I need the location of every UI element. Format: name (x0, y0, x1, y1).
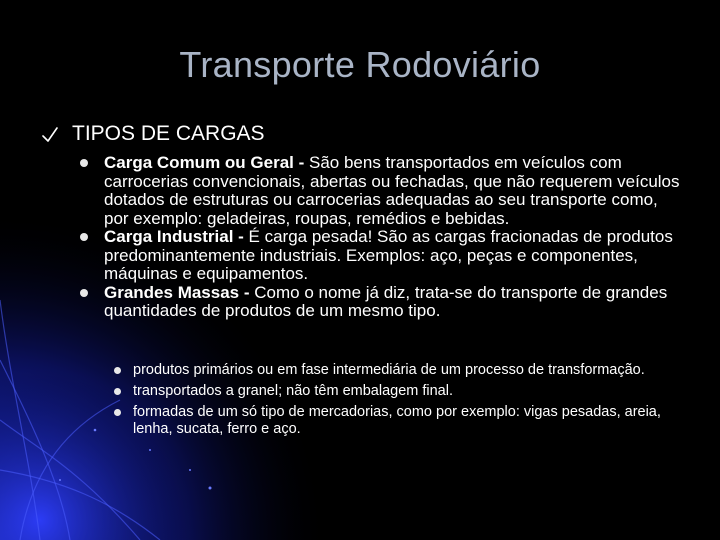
item-text: São bens transportados em veículos com carrocerias convencionais, abertas ou fechadas, que não requerem veículos dotados de estruturas ou carrocerias adequadas ao seu transporte como, por exemplo: geladeiras, roupas, remédios e bebidas. (104, 153, 680, 228)
item-text: Como o nome já diz, trata-se do transporte de grandes quantidades de produtos de um mesmo tipo. (104, 282, 668, 320)
bulk-cargo-sublist (133, 362, 693, 442)
cargo-types-list (104, 154, 684, 321)
sub-list-item (133, 383, 693, 400)
section-heading: TIPOS DE CARGAS (72, 122, 265, 145)
bullet-icon (114, 367, 121, 374)
bullet-icon (80, 159, 88, 167)
sub-list-item (133, 362, 693, 379)
sub-item-text: transportados a granel; não têm embalagem final. (133, 383, 453, 399)
item-label: Carga Industrial - (104, 227, 249, 246)
bullet-icon (80, 233, 88, 241)
list-item (104, 284, 684, 321)
item-label: Carga Comum ou Geral - (104, 153, 309, 172)
item-text: É carga pesada! São as cargas fracionadas de produtos predominantemente industriais. Exemplos: aço, peças e componentes, máquinas e equipamentos. (104, 227, 673, 283)
bullet-icon (114, 409, 121, 416)
list-item (104, 154, 684, 228)
sub-item-text: produtos primários ou em fase intermediária de um processo de transformação. (133, 362, 645, 378)
sub-item-text: formadas de um só tipo de mercadorias, como por exemplo: vigas pesadas, areia, lenha, sucata, ferro e aço. (133, 404, 661, 437)
sub-list-item (133, 404, 693, 438)
item-label: Grandes Massas - (104, 282, 255, 302)
bullet-icon (80, 289, 88, 297)
checkmark-icon (41, 126, 59, 144)
list-item (104, 228, 684, 284)
slide-title: Transporte Rodoviário (179, 44, 541, 85)
bullet-icon (114, 388, 121, 395)
